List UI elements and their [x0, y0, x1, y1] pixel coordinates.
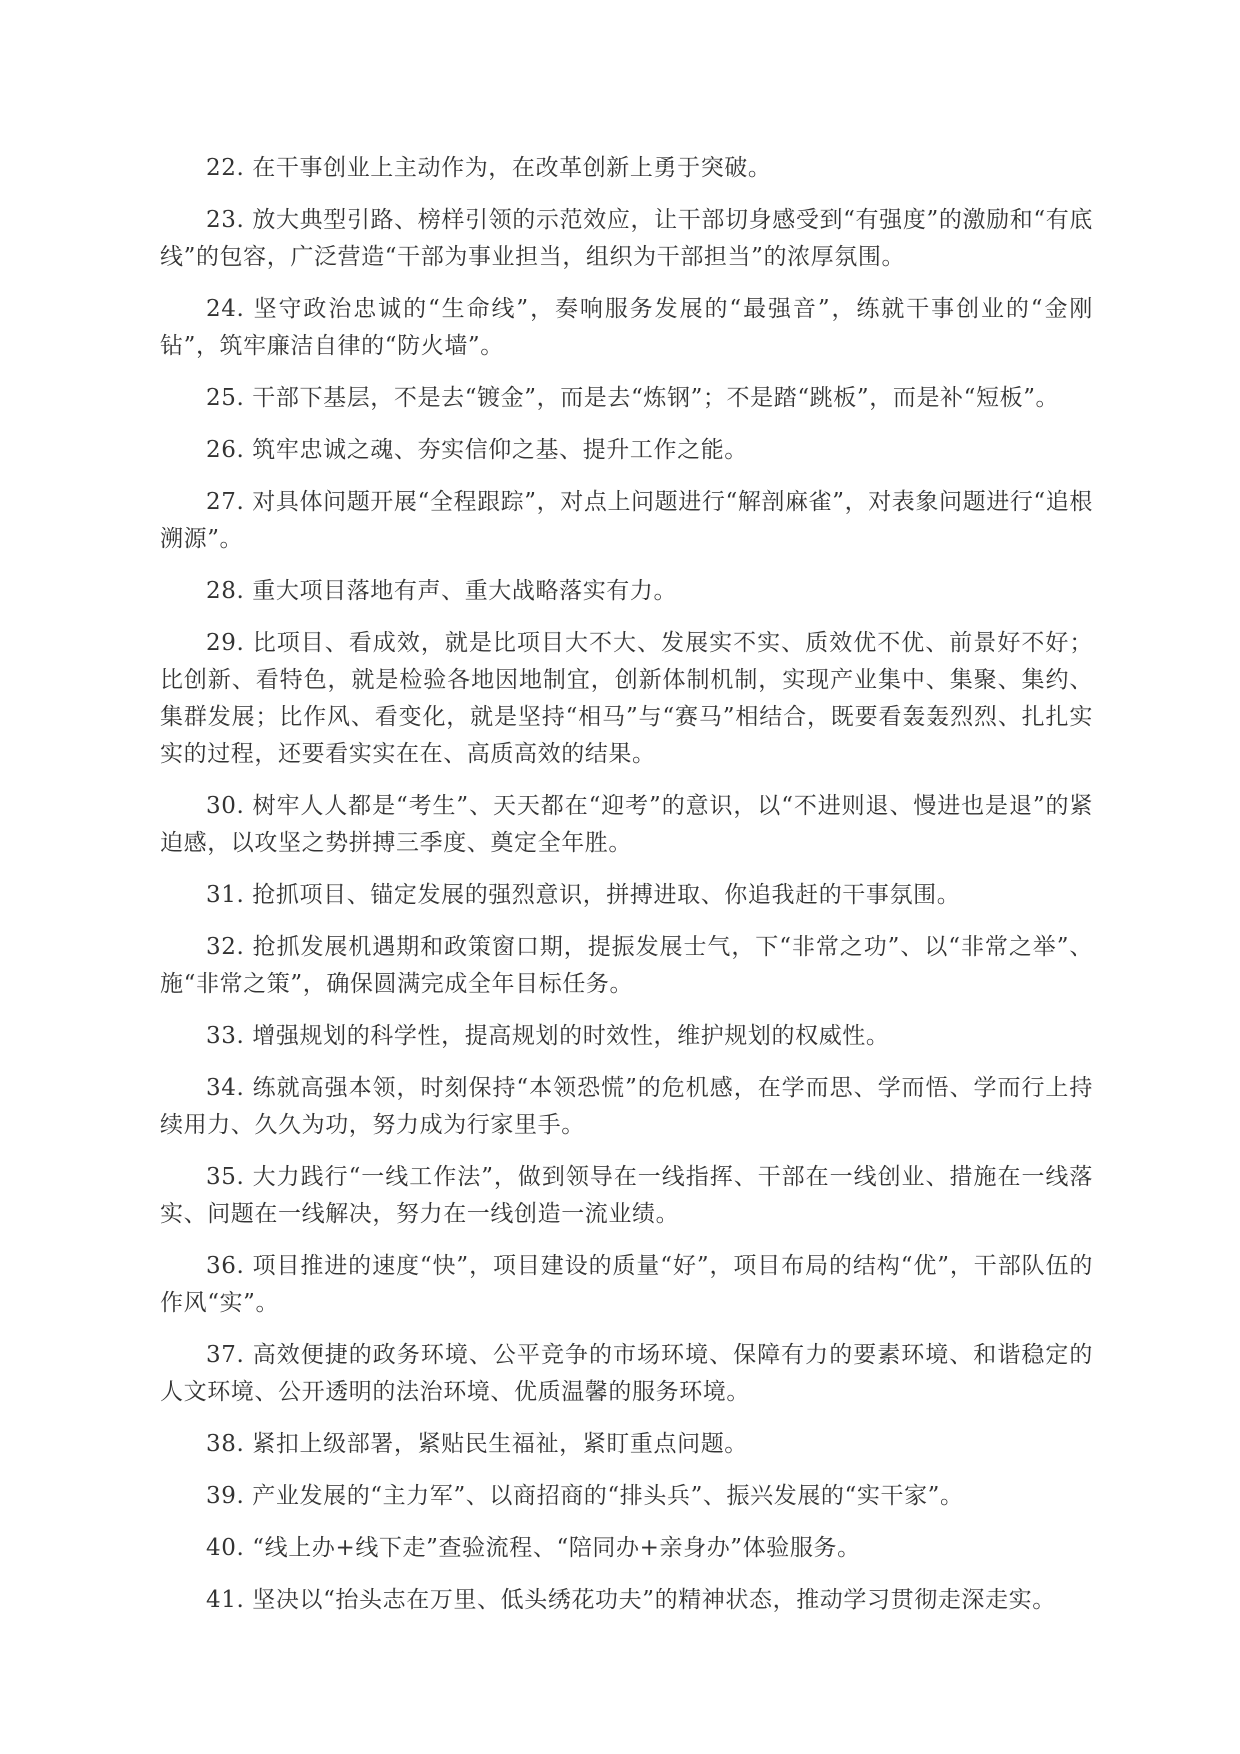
paragraph-29: 29. 比项目、看成效，就是比项目大不大、发展实不实、质效优不优、前景好不好；比创新、看特色，就是检验各地因地制宜，创新体制机制，实现产业集中、集聚、集约、集群发展；比作风、看变化，就是坚持“相马”与“赛马”相结合，既要看轰轰烈烈、扎扎实实的过程，还要看实实在在、高质高效的结果。	[160, 630, 1093, 767]
paragraph-38: 38. 紧扣上级部署，紧贴民生福祉，紧盯重点问题。	[206, 1431, 748, 1457]
paragraph-27: 27. 对具体问题开展“全程跟踪”，对点上问题进行“解剖麻雀”，对表象问题进行“追根溯源”。	[160, 489, 1093, 552]
paragraph-31: 31. 抢抓项目、锚定发展的强烈意识，拼搏进取、你追我赶的干事氛围。	[206, 882, 961, 908]
paragraph-41: 41. 坚决以“抬头志在万里、低头绣花功夫”的精神状态，推动学习贯彻走深走实。	[206, 1587, 1056, 1613]
paragraph-32: 32. 抢抓发展机遇期和政策窗口期，提振发展士气，下“非常之功”、以“非常之举”、施“非常之策”，确保圆满完成全年目标任务。	[160, 934, 1093, 997]
paragraph-24: 24. 坚守政治忠诚的“生命线”，奏响服务发展的“最强音”，练就干事创业的“金刚钻”，筑牢廉洁自律的“防火墙”。	[160, 296, 1093, 359]
paragraph-22: 22. 在干事创业上主动作为，在改革创新上勇于突破。	[206, 155, 772, 181]
paragraph-26: 26. 筑牢忠诚之魂、夯实信仰之基、提升工作之能。	[206, 437, 748, 463]
paragraph-39: 39. 产业发展的“主力军”、以商招商的“排头兵”、振兴发展的“实干家”。	[206, 1483, 964, 1509]
paragraph-23: 23. 放大典型引路、榜样引领的示范效应，让干部切身感受到“有强度”的激励和“有底线”的包容，广泛营造“干部为事业担当，组织为干部担当”的浓厚氛围。	[160, 207, 1093, 270]
paragraph-35: 35. 大力践行“一线工作法”，做到领导在一线指挥、干部在一线创业、措施在一线落实、问题在一线解决，努力在一线创造一流业绩。	[160, 1164, 1093, 1227]
paragraph-33: 33. 增强规划的科学性，提高规划的时效性，维护规划的权威性。	[206, 1023, 890, 1049]
paragraph-30: 30. 树牢人人都是“考生”、天天都在“迎考”的意识，以“不进则退、慢进也是退”的紧迫感，以攻坚之势拼搏三季度、奠定全年胜。	[160, 793, 1093, 856]
document-body	[160, 150, 1093, 1634]
paragraph-25: 25. 干部下基层，不是去“镀金”，而是去“炼钢”；不是踏“跳板”，而是补“短板”。	[206, 385, 1060, 411]
paragraph-40: 40. “线上办+线下走”查验流程、“陪同办+亲身办”体验服务。	[206, 1535, 861, 1561]
paragraph-37: 37. 高效便捷的政务环境、公平竞争的市场环境、保障有力的要素环境、和谐稳定的人文环境、公开透明的法治环境、优质温馨的服务环境。	[160, 1342, 1093, 1405]
paragraph-28: 28. 重大项目落地有声、重大战略落实有力。	[206, 578, 678, 604]
paragraph-34: 34. 练就高强本领，时刻保持“本领恐慌”的危机感，在学而思、学而悟、学而行上持续用力、久久为功，努力成为行家里手。	[160, 1075, 1093, 1138]
paragraph-36: 36. 项目推进的速度“快”，项目建设的质量“好”，项目布局的结构“优”，干部队伍的作风“实”。	[160, 1253, 1093, 1316]
